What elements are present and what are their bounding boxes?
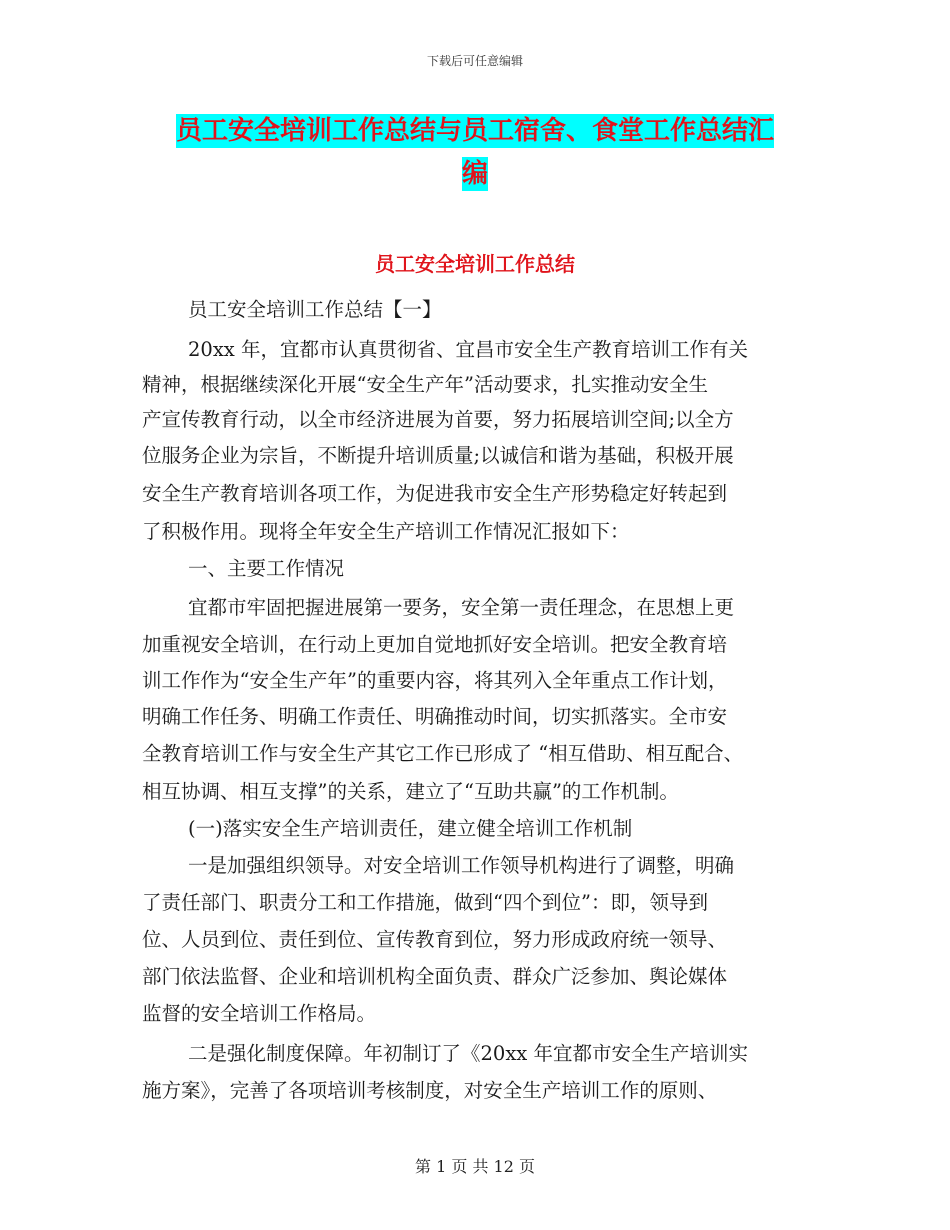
text-line: 位服务企业为宗旨，不断提升培训质量;以诚信和谐为基础，积极开展 xyxy=(142,444,734,467)
text-line: 部门依法监督、企业和培训机构全面负责、群众广泛参加、舆论媒体 xyxy=(142,965,728,988)
paragraph-heading: 员工安全培训工作总结【一】 xyxy=(188,298,442,321)
main-title-text-2: 编 xyxy=(461,159,488,189)
text-line: 训工作作为“安全生产年”的重要内容，将其列入全年重点工作计划， xyxy=(142,669,728,692)
text-line: 施方案》，完善了各项培训考核制度，对安全生产培训工作的原则、 xyxy=(142,1079,718,1102)
text-line: 了责任部门、职责分工和工作措施，做到“四个到位”：即，领导到 xyxy=(142,891,708,914)
text-line: 位、人员到位、责任到位、宣传教育到位，努力形成政府统一领导、 xyxy=(142,928,728,951)
text-line: 加重视安全培训，在行动上更加自觉地抓好安全培训。把安全教育培 xyxy=(142,633,728,656)
section-title: 员工安全培训工作总结 xyxy=(375,252,575,276)
main-title-line-2 xyxy=(0,155,950,193)
text-line: 精神，根据继续深化开展“安全生产年”活动要求，扎实推动安全生 xyxy=(142,373,708,396)
text-line: 明确工作任务、明确工作责任、明确推动时间，切实抓落实。全市安 xyxy=(142,705,728,728)
text-line: 产宣传教育行动，以全市经济进展为首要，努力拓展培训空间;以全方 xyxy=(142,408,734,431)
subheading: (一)落实安全生产培训责任，建立健全培训工作机制 xyxy=(188,817,633,840)
text-line: 宜都市牢固把握进展第一要务，安全第一责任理念，在思想上更 xyxy=(188,596,735,619)
text-line: 二是强化制度保障。年初制订了《20xx 年宜都市安全生产培训实 xyxy=(188,1042,749,1065)
text-line: 监督的安全培训工作格局。 xyxy=(142,1002,377,1025)
text-line: 了积极作用。现将全年安全生产培训工作情况汇报如下： xyxy=(142,520,630,543)
header-note: 下载后可任意编辑 xyxy=(426,54,523,68)
text-line: 相互协调、相互支撑”的关系，建立了“互助共赢”的工作机制。 xyxy=(142,780,679,803)
main-title-text-1: 员工安全培训工作总结与员工宿舍、食堂工作总结汇 xyxy=(175,116,774,146)
page-footer: 第 1 页 共 12 页 xyxy=(415,1157,535,1176)
text-line: 一是加强组织领导。对安全培训工作领导机构进行了调整，明确 xyxy=(188,854,735,877)
main-title-line-1 xyxy=(0,112,950,150)
text-line: 安全生产教育培训各项工作，为促进我市安全生产形势稳定好转起到 xyxy=(142,482,728,505)
subheading: 一、主要工作情况 xyxy=(188,557,345,580)
text-line: 全教育培训工作与安全生产其它工作已形成了 “相互借助、相互配合、 xyxy=(142,742,744,765)
text-line: 20xx 年，宜都市认真贯彻省、宜昌市安全生产教育培训工作有关 xyxy=(188,338,749,361)
